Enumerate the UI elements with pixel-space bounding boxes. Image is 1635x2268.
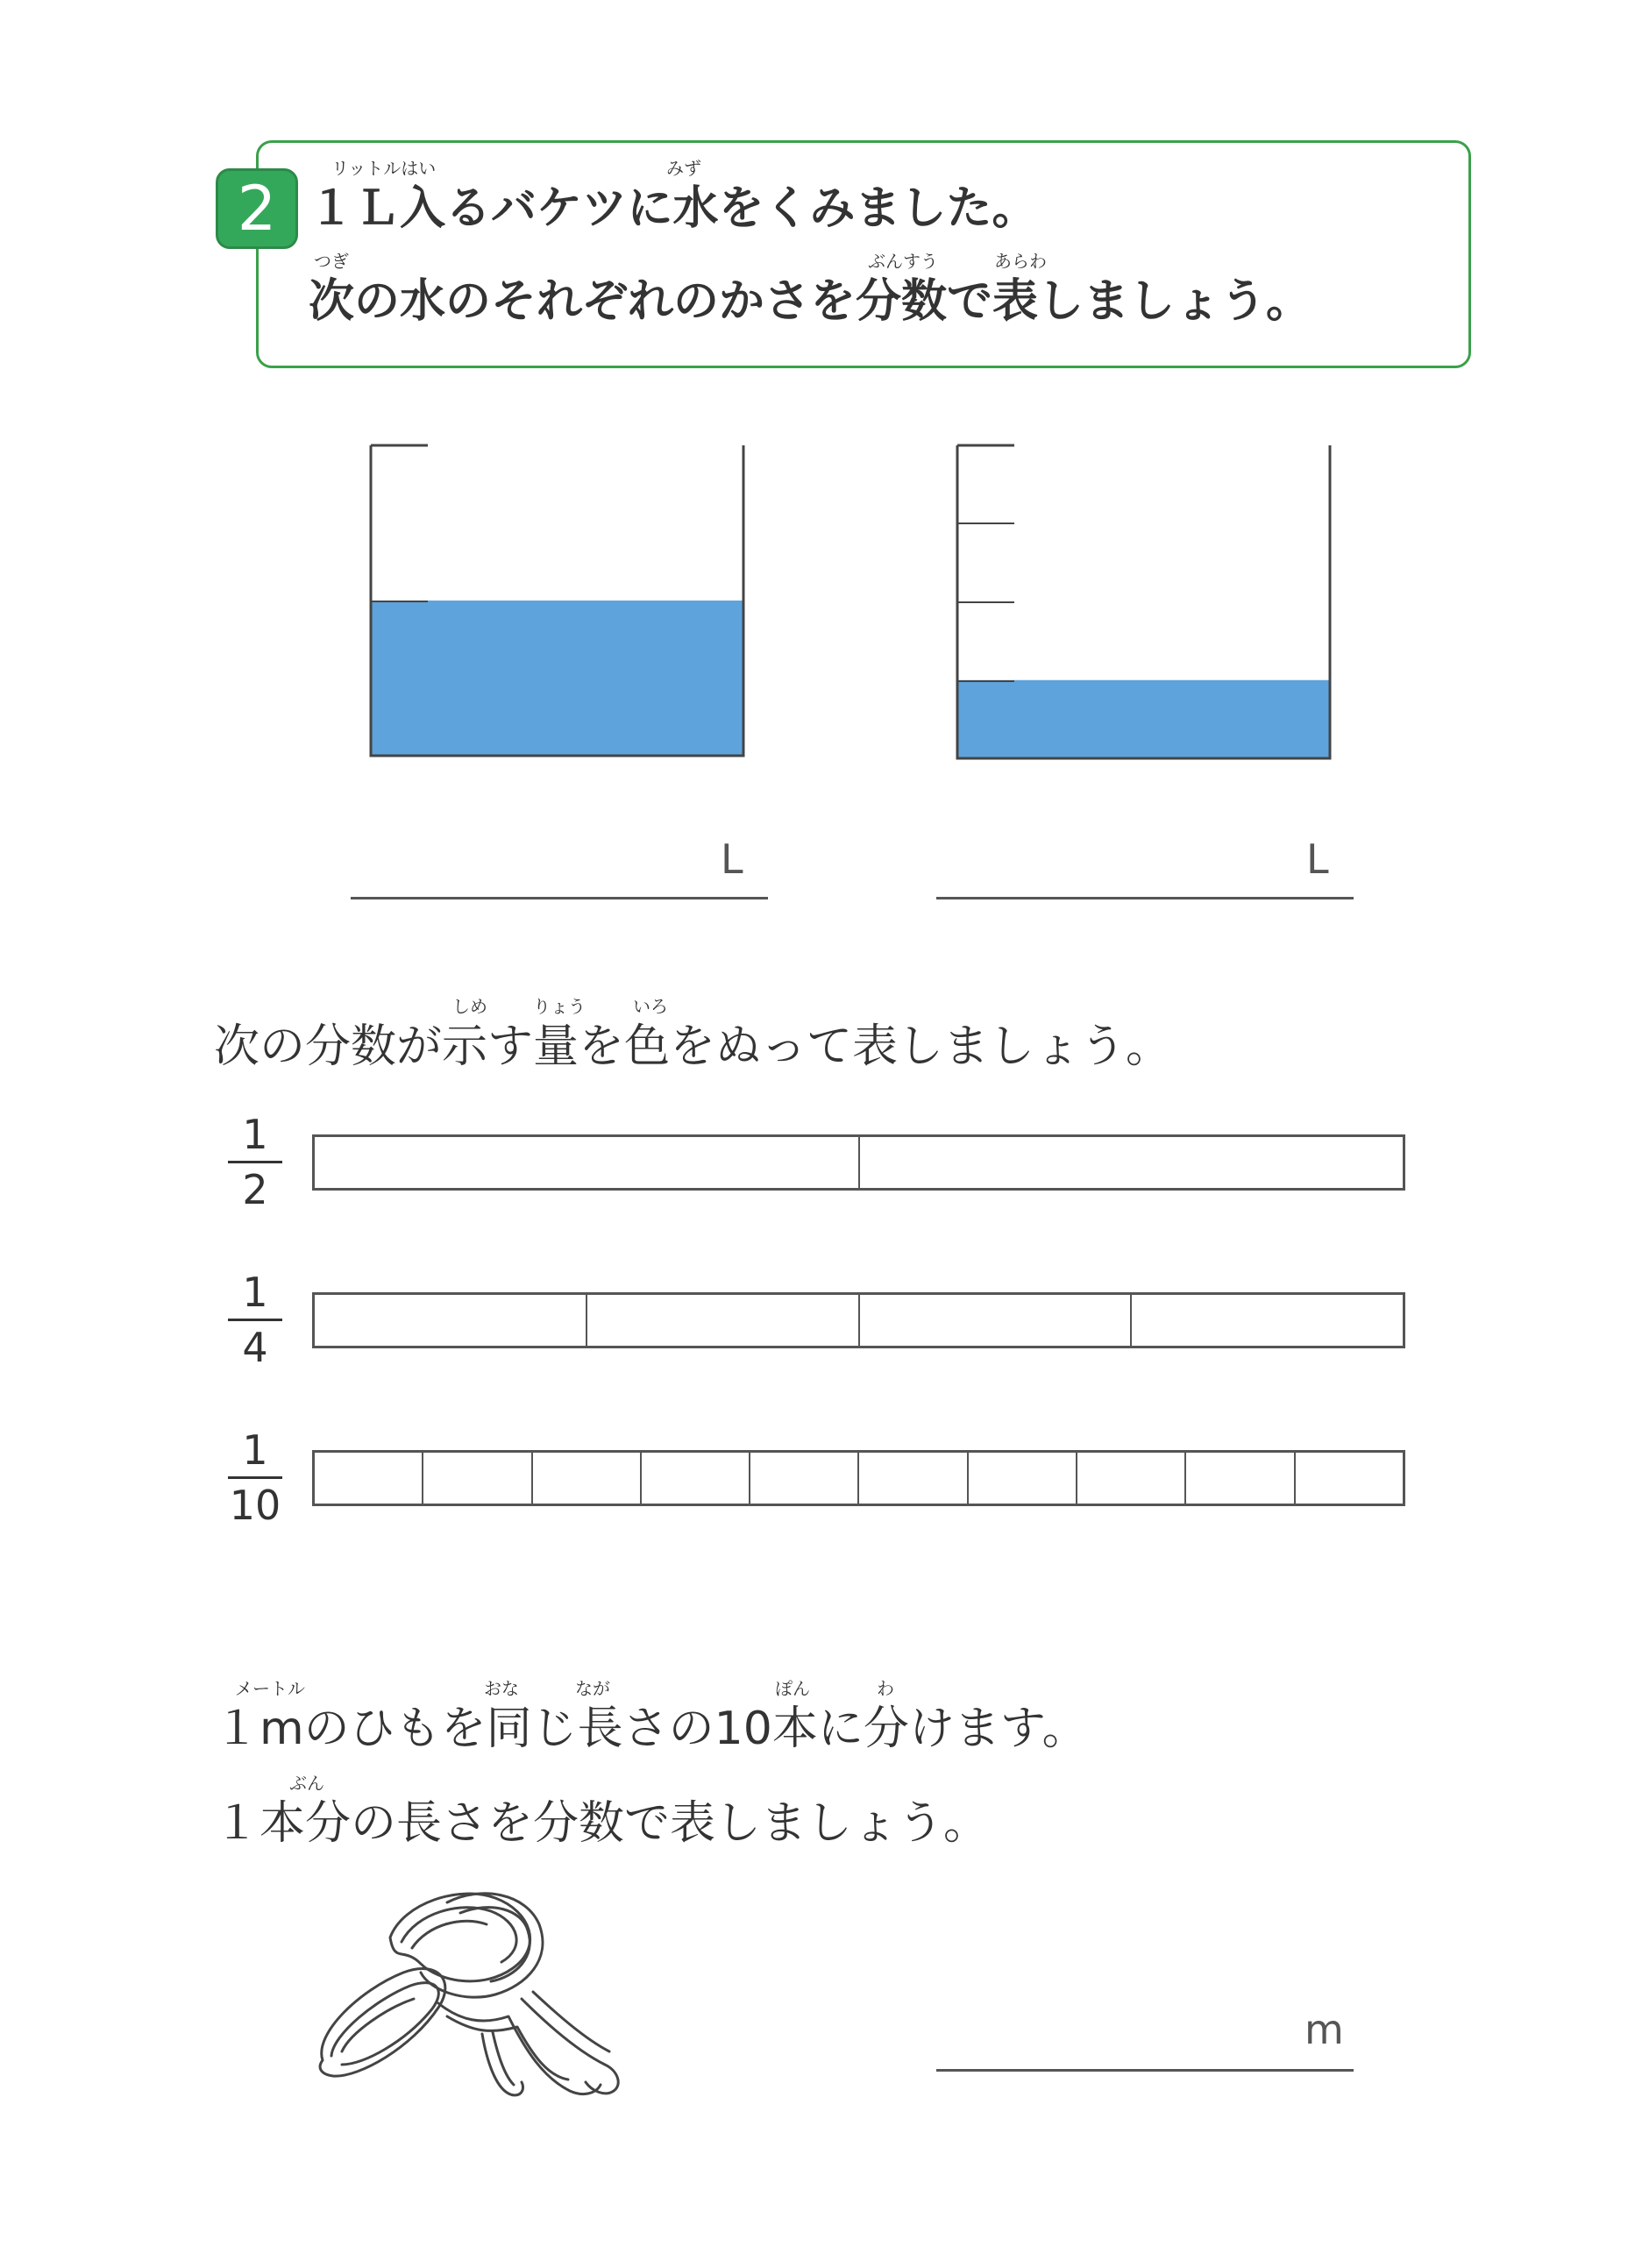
bucket-water-0 <box>371 601 743 756</box>
strip-segment[interactable] <box>860 1295 1133 1346</box>
rope-question-line1: １mのひもを同じ長さの10本に分けます。 <box>214 1703 1088 1755</box>
ruby-tsugi: つぎ <box>314 251 349 272</box>
ruby-ryou: りょう <box>533 996 586 1017</box>
fraction-label-quarter <box>224 1269 286 1370</box>
answer-blank-rope[interactable] <box>936 2069 1354 2072</box>
fraction-bar <box>228 1319 282 1321</box>
ruby-liter: リットルはい <box>331 158 437 179</box>
fraction-denominator: 10 <box>229 1482 281 1529</box>
fraction-strip-quarter[interactable] <box>312 1292 1405 1348</box>
fraction-numerator: 1 <box>242 1269 268 1316</box>
answer-blank-0[interactable] <box>351 897 768 899</box>
strip-segment[interactable] <box>423 1453 532 1504</box>
fraction-bar <box>228 1476 282 1479</box>
ruby-pon: ぽん <box>775 1678 810 1699</box>
fraction-label-tenth <box>224 1427 286 1528</box>
bucket-unit-1: L <box>1306 835 1329 883</box>
rope-unit: m <box>1304 2006 1344 2053</box>
fraction-strip-half[interactable] <box>312 1134 1405 1191</box>
answer-blank-1[interactable] <box>936 897 1354 899</box>
rope-question-line2: １本分の長さを分数で表しましょう。 <box>214 1797 990 1850</box>
ruby-bun: ぶん <box>289 1773 324 1794</box>
fraction-strip-tenth[interactable] <box>312 1450 1405 1506</box>
strip-segment[interactable] <box>1296 1453 1403 1504</box>
strips-question-text: 次の分数が示す量を色をぬって表しましょう。 <box>214 1020 1172 1073</box>
bucket-water-1 <box>957 680 1330 758</box>
bucket-unit-0: L <box>721 835 743 883</box>
rope-illustration <box>307 1876 640 2104</box>
ruby-meetoru: メートル <box>235 1678 305 1699</box>
problem-box <box>256 140 1471 368</box>
bucket-half <box>359 438 754 771</box>
strip-segment[interactable] <box>1077 1453 1186 1504</box>
fraction-denominator: 2 <box>242 1166 268 1213</box>
ruby-bunsuu: ぶんすう <box>868 251 938 272</box>
ruby-shime: しめ <box>452 996 487 1017</box>
problem-text-line2: 次の水のそれぞれのかさを分数で表しましょう。 <box>309 275 1312 328</box>
fraction-bar <box>228 1161 282 1163</box>
ruby-naga: なが <box>575 1678 610 1699</box>
fraction-numerator: 1 <box>242 1426 268 1474</box>
strip-segment[interactable] <box>315 1295 587 1346</box>
strip-segment[interactable] <box>533 1453 642 1504</box>
strip-segment[interactable] <box>587 1295 860 1346</box>
ruby-mizu: みず <box>666 158 701 179</box>
bucket-quarter <box>947 438 1341 771</box>
ruby-wa: わ <box>877 1678 894 1699</box>
fraction-numerator: 1 <box>242 1111 268 1158</box>
ruby-arawa: あらわ <box>994 251 1047 272</box>
problem-number-badge: 2 <box>216 168 298 249</box>
strip-segment[interactable] <box>315 1137 860 1188</box>
strip-segment[interactable] <box>860 1137 1404 1188</box>
ruby-ona: おな <box>484 1678 519 1699</box>
ruby-iro: いろ <box>633 996 668 1017</box>
strip-segment[interactable] <box>315 1453 423 1504</box>
strip-segment[interactable] <box>642 1453 750 1504</box>
fraction-label-half <box>224 1112 286 1212</box>
strip-segment[interactable] <box>859 1453 968 1504</box>
fraction-denominator: 4 <box>242 1324 268 1371</box>
strip-segment[interactable] <box>969 1453 1077 1504</box>
strip-segment[interactable] <box>750 1453 859 1504</box>
problem-text-line1: １Ｌ入るバケツに水をくみました。 <box>309 182 1038 235</box>
strip-segment[interactable] <box>1132 1295 1403 1346</box>
strip-segment[interactable] <box>1186 1453 1295 1504</box>
